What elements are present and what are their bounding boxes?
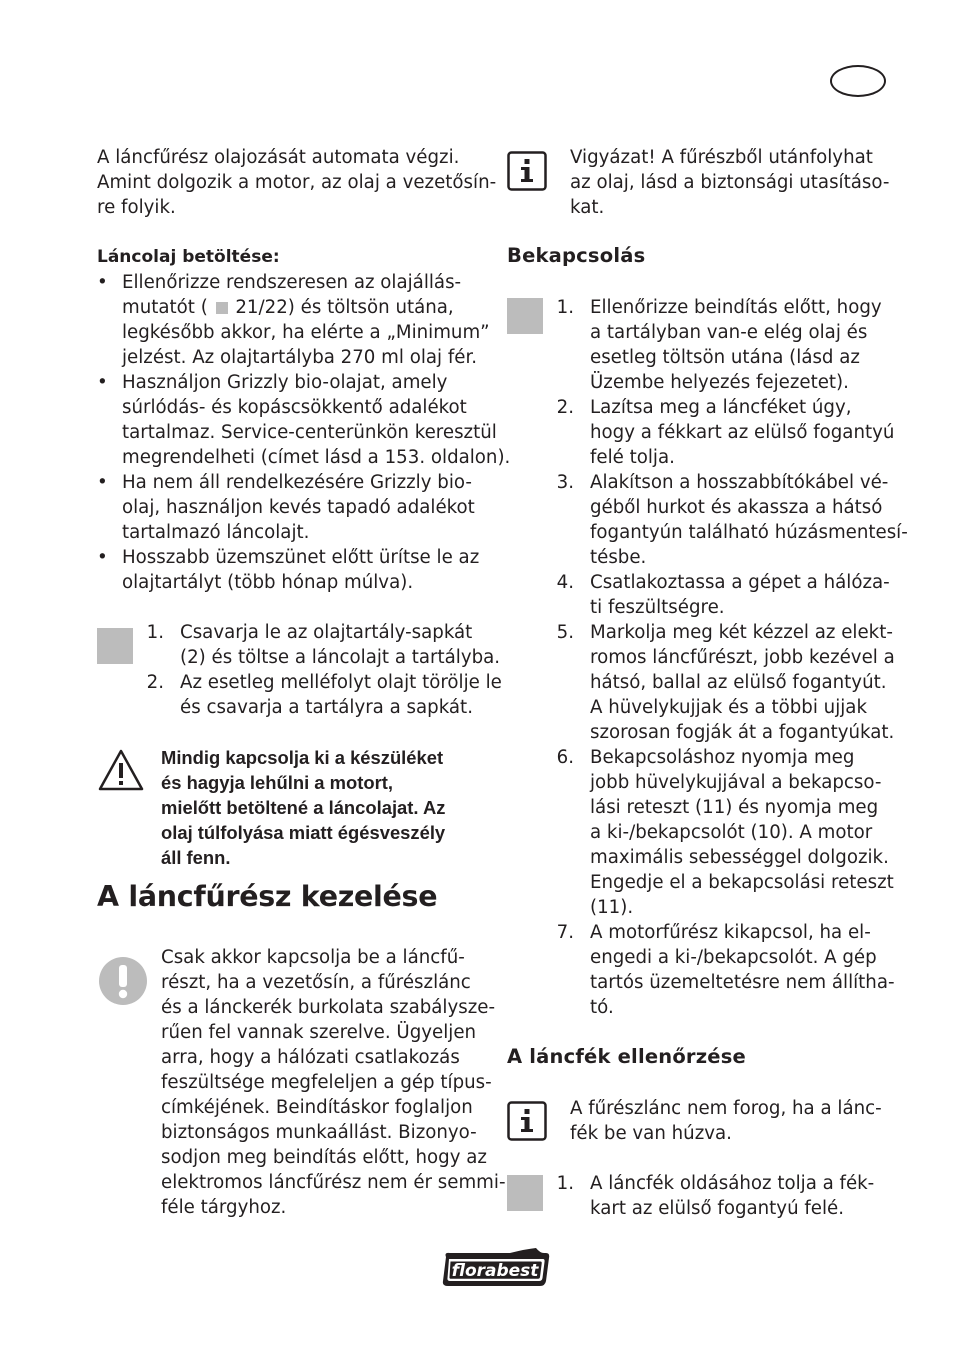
step-number: 4.	[556, 572, 574, 593]
list-item: • Ha nem áll rendelkezésére Grizzly bio- olaj, használjon kevés tapadó adalékot tartalmazó láncolajt.	[97, 472, 475, 543]
step-number: 3.	[556, 472, 574, 493]
bullet-dot: •	[97, 472, 108, 493]
step-number: 5.	[556, 622, 574, 643]
list-item: • Ellenőrizze rendszeresen az olajállás- mutatót ( 21/22) és töltsön utána, legkésőbb akkor, ha elérte a „Minimum” jelzést. Az olajtartályba 270 ml olaj fér.	[97, 272, 490, 368]
bullet-dot: •	[97, 372, 108, 393]
language-badge	[830, 65, 886, 97]
list-item: • Hosszabb üzemszünet előtt ürítse le az olajtartályt (több hónap múlva).	[97, 547, 480, 593]
intro-paragraph	[97, 145, 497, 220]
step-item: 6. Bekapcsoláshoz nyomja meg jobb hüvelykujjával a bekapcso- lási reteszt (11) és nyomja meg a ki-/bekapcsolót (10). A motor maximális sebességgel dolgozik. Engedje el a bekapcsolási reteszt (11).	[550, 745, 910, 920]
step-number: 2.	[146, 672, 164, 693]
chain-brake-steps	[550, 1171, 910, 1221]
step-item: 4. Csatlakoztassa a gépet a hálóza- ti feszültségre.	[550, 570, 910, 620]
switch-on-heading: Bekapcsolás	[507, 244, 646, 267]
step-number: 1.	[556, 1173, 574, 1194]
fill-oil-bullets	[97, 270, 511, 595]
step-item: 1. Csavarja le az olajtartály-sapkát (2) és töltse a láncolajt a tartályba.	[140, 620, 490, 670]
action-square-icon	[507, 1175, 543, 1211]
text-line: A láncfűrész olajozását automata végzi.	[97, 147, 460, 168]
list-item: • Használjon Grizzly bio-olajat, amely súrlódás- és kopáscsökkentő adalékot tartalmaz. Service-centerünkön keresztül megrendelheti (címet lásd a 153. oldalon).	[97, 372, 511, 468]
exclamation-circle-icon	[98, 956, 148, 1006]
figure-reference-icon	[216, 302, 228, 314]
info-icon	[507, 1101, 547, 1141]
step-number: 1.	[146, 622, 164, 643]
fill-oil-steps	[140, 620, 502, 720]
action-square-icon	[97, 628, 133, 664]
step-item: 1. A láncfék oldásához tolja a fék- kart az elülső fogantyú felé.	[550, 1171, 910, 1221]
florabest-logo	[440, 1247, 552, 1289]
text-line: re folyik.	[97, 197, 176, 218]
caution-text: Csak akkor kapcsolja be a láncfű- részt, ha a vezetősín, a fűrészlánc és a lánckerék burkolata szabálysze- rűen fel vannak szerelve. Ügyeljen arra, hogy a hálózati csatlakozás feszültsége megfeleljen a gép típus- címkéjének. Beindításkor foglaljon biztonságos munkaállást. Bizonyo- sodjon meg beindítás előtt, hogy az elektromos láncfűrész nem ér semmi- féle tárgyhoz.	[161, 947, 506, 1218]
step-item: 3. Alakítson a hosszabbítókábel vé- géből hurkot és akassza a hátsó fogantyún található húzásmentesí- tésbe.	[550, 470, 910, 570]
fill-oil-heading: Láncolaj betöltése:	[97, 247, 280, 267]
step-item: 2. Az esetleg melléfolyt olajt törölje le és csavarja a tartályra a sapkát.	[140, 670, 490, 720]
step-item: 2. Lazítsa meg a láncféket úgy, hogy a fékkart az elülső fogantyú felé tolja.	[550, 395, 910, 470]
step-item: 1. Ellenőrizze beindítás előtt, hogy a tartályban van-e elég olaj és esetleg töltsön utána (lásd az Üzembe helyezés fejezetet).	[550, 295, 910, 395]
bullet-dot: •	[97, 547, 108, 568]
switch-on-steps	[550, 295, 910, 1020]
text-line: Amint dolgozik a motor, az olaj a vezetősín-	[97, 172, 497, 193]
section-title: A láncfűrész kezelése	[97, 880, 438, 913]
bullet-dot: •	[97, 272, 108, 293]
action-square-icon	[507, 298, 543, 334]
info-text: A fűrészlánc nem forog, ha a lánc- fék be van húzva.	[570, 1098, 882, 1144]
step-item: 7. A motorfűrész kikapcsol, ha el- engedi a ki-/bekapcsolót. A gép tartós üzemeltetésre nem állítha- tó.	[550, 920, 910, 1020]
chain-brake-heading: A láncfék ellenőrzése	[507, 1045, 746, 1068]
svg-text:florabest: florabest	[451, 1261, 539, 1281]
step-number: 7.	[556, 922, 574, 943]
warning-triangle-icon	[97, 748, 145, 792]
step-number: 1.	[556, 297, 574, 318]
warning-text: Mindig kapcsolja ki a készüléket és hagyja lehűlni a motort, mielőtt betöltené a láncolajat. Az olaj túlfolyása miatt égésveszély áll fenn.	[161, 747, 446, 868]
info-icon	[507, 151, 547, 191]
info-text: Vigyázat! A fűrészből utánfolyhat az olaj, lásd a biztonsági utasításo- kat.	[570, 147, 890, 218]
step-number: 6.	[556, 747, 574, 768]
step-item: 5. Markolja meg két kézzel az elekt- romos láncfűrészt, jobb kezével a hátsó, ballal az elülső fogantyút. A hüvelykujjak és a többi ujjak szorosan fogják át a fogantyúkat.	[550, 620, 910, 745]
step-number: 2.	[556, 397, 574, 418]
